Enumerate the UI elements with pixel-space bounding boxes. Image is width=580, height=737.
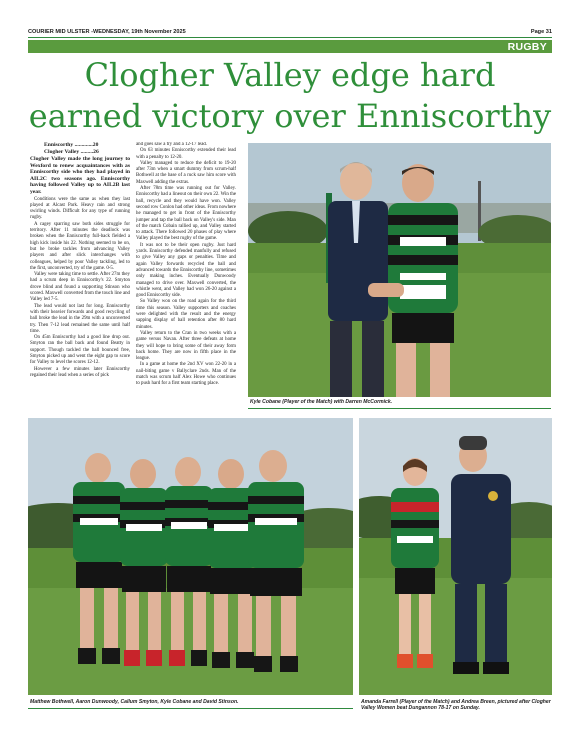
body-paragraph: On 63 minutes Enniscorthy extended their lead with a penalty to 12-20. [136, 148, 236, 160]
headline-line-2: earned victory over Enniscorthy [28, 97, 552, 135]
article-column-2 [136, 142, 236, 414]
divider [248, 408, 551, 409]
caption-bottom-right-photo: Amanda Farrell (Player of the Match) and Andrea Breen, pictured after Clogher Valley Women beat Dungannon 78-17 on Sunday. [361, 699, 551, 712]
score-box [30, 142, 130, 156]
score-clogher-valley: Clogher Valley .........26 [44, 149, 99, 155]
body-paragraph: Conditions were the same as when they last played at Alcast Park. Heavy rain and strong swirling winds. Difficult for any type of running rugby. [30, 196, 130, 221]
lead-paragraph: Clogher Valley made the long journey to Wexford to renew acquaintances with as Enniscorthy side who they had played in AIL2C two seasons ago. Enniscorthy having followed Valley up to AIL2B last year. [30, 156, 130, 195]
body-paragraph: So Valley won on the road again for the third time this season. Valley supporters and coaches were delighted with the result and the energy sapping display of ball retention after 80 hard minutes. [136, 299, 236, 330]
body-paragraph: After 78m time was running out for Valley. Enniscorthy had a lineout on their own 22. Win the ball, recycle and they would have won. Valley second row Conlon had other ideas. From nowhere he managed to get in front of the Enniscorthy jumper and tap the ball back on Valley's side. Man of the match Cobain rallied up, and Valley started to attack. There followed 20 phases of play where Valley played the best rugby of the game. [136, 186, 236, 242]
divider [28, 708, 353, 709]
article-column-1 [30, 142, 130, 414]
page-number: Page 31 [530, 29, 552, 35]
publication-line: COURIER MID ULSTER -WEDNESDAY, 19th November 2025 [28, 29, 186, 35]
score-enniscorthy: Enniscorthy .............20 [44, 142, 99, 148]
section-band [28, 40, 552, 53]
caption-top-photo: Kyle Cobane (Player of the Match) with Darren McCormick. [250, 399, 393, 405]
body-paragraph: It was not to be their open rugby. Just hard yards. Enniscorthy defended manfully and refused to give Valley any gaps or penalties. Time and again Valley forwards recycled the ball and advanced towards the Enniscorthy line, sometimes only making inches. Eventually Dunwoody managed to drive over. Maxwell converted, the whistle went, and Valley had won 26-20 against a good Enniscorthy side. [136, 242, 236, 299]
photo-player-of-match [248, 143, 551, 397]
headline-line-1: Clogher Valley edge hard [84, 56, 496, 94]
section-label: RUGBY [507, 41, 547, 53]
caption-bottom-left-photo: Matthew Bothwell, Aaron Dunwoody, Callum Smyton, Kyle Cobane and David Stinson. [30, 699, 239, 705]
body-paragraph: On 45m Enniscorthy had a good line drop out. Smyton ran the ball back and found Beatty in support. Though tackled the ball bounced free, Smyton picked up and went the eight gap to score for Valley to level the scores 12-12. [30, 335, 130, 366]
body-paragraph: and goes saw a try and a 12-17 lead. [136, 142, 208, 147]
body-paragraph: Valley were taking time to settle. After 27m they had a scrum deep in Enniscorthy's 22. Smyton drove blind and found a supporting Stinson who scored. Maxwell converted from the touch line and Valley led 7-5. [30, 272, 130, 303]
photo-women-player-of-match [359, 418, 552, 695]
body-paragraph: In a game at home the 2nd XV won 22-20 in a nail-biting game v Ballyclare 2nds. Man of the match was scrum half Alex Howe who continues to push hard for a first team starting place. [136, 362, 236, 387]
body-paragraph: However a few minutes later Enniscorthy regained their lead when a series of pick [30, 366, 130, 378]
body-paragraph: Valley return to the Cran in two weeks with a game versus Navan. After three defeats at home they will hope to bring some of their away form back home. They are now in fifth place in the league. [136, 330, 236, 362]
header-rule [28, 37, 552, 38]
photo-players-group [28, 418, 353, 695]
body-paragraph: Valley managed to reduce the deficit to 19-20 after 73m when a smart dummy from scrum-half Bothwell at the base of a ruck saw him score with Maxwell adding the extras. [136, 160, 236, 185]
body-paragraph: A cagey sparring saw both sides struggle for territory. After 11 minutes the deadlock was broken when the Enniscorthy full-back fielded a high kick inside his 22. Nothing seemed to be on, but he broke tackles from advancing Valley players and after slick interchanges with colleagues, helped by poor Valley tackling, led to the first, unconverted, try of the game. 0-5. [30, 221, 130, 271]
body-paragraph: The lead would not last for long. Enniscorthy with their heavier forwards and good recycling of ball broke the lead in the 29m with a unconverted try. Then 7-12 lead remained the same until half time. [30, 303, 130, 334]
